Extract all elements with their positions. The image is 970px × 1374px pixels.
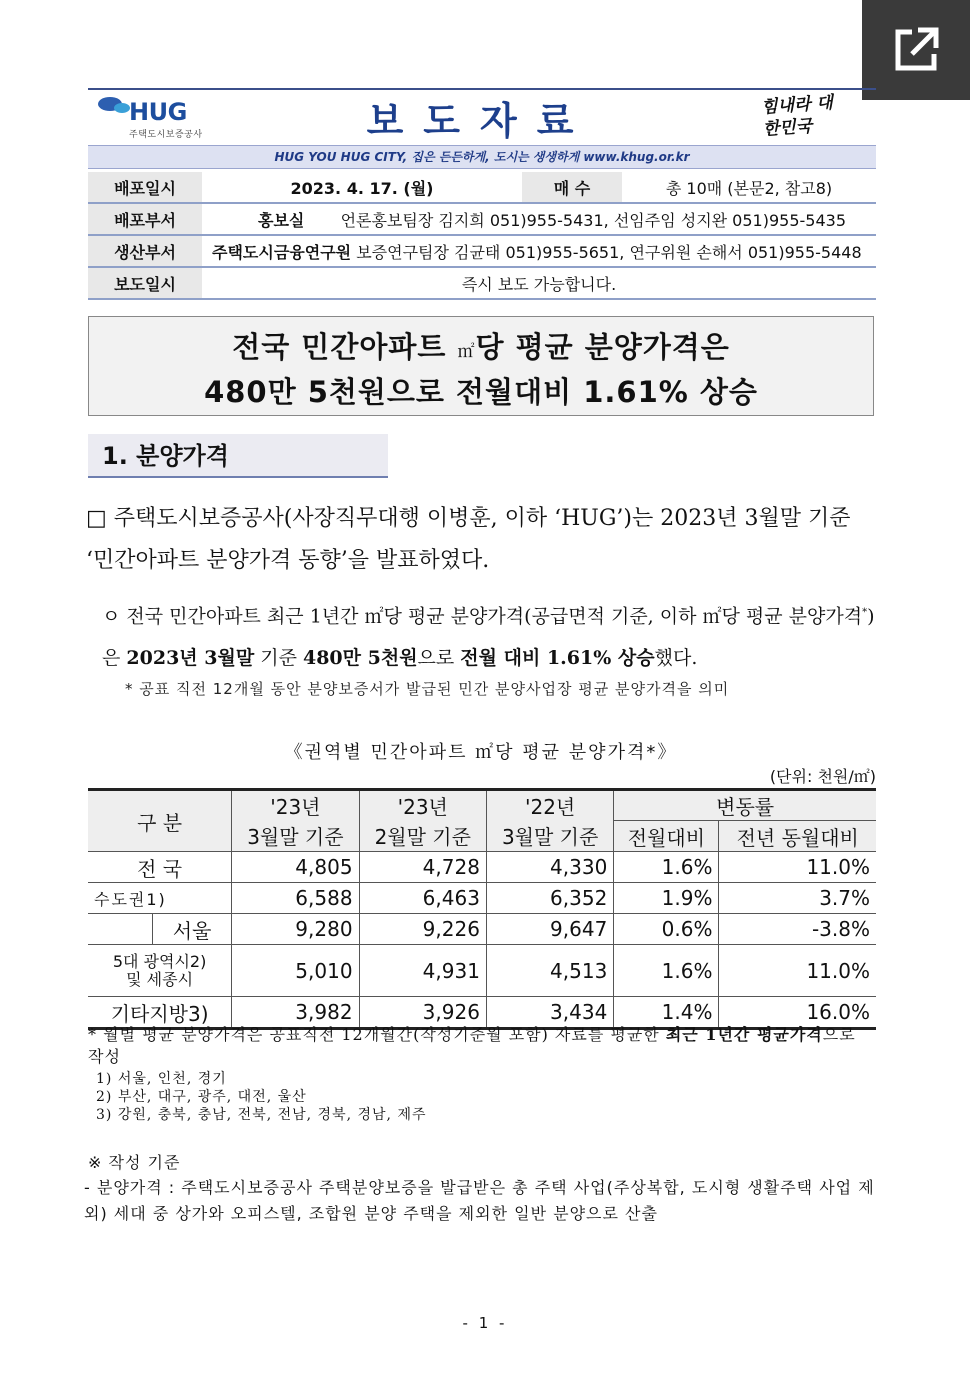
info-label: 보도일시	[88, 267, 202, 299]
table-row	[88, 852, 876, 883]
p2-bold: 전월 대비 1.61% 상승	[460, 647, 655, 670]
slogan-logo-text: 힘내라 대한민국	[760, 92, 834, 140]
cell: 9,226	[359, 914, 486, 945]
region-note: 3) 강원, 충북, 충남, 전북, 전남, 경북, 경남, 제주	[96, 1107, 427, 1123]
section-title: 1. 분양가격	[88, 434, 388, 478]
cell: 1.6%	[614, 945, 719, 997]
info-row-dept	[88, 203, 876, 235]
cell: 9,280	[232, 914, 359, 945]
cell: 3,982	[232, 997, 359, 1029]
info-label: 생산부서	[88, 235, 202, 267]
cell: 0.6%	[614, 914, 719, 945]
logo-text: HUG	[129, 98, 187, 126]
col-yoy: 전년 동월대비	[719, 821, 876, 852]
headline-box	[88, 316, 874, 416]
cell: 3,434	[486, 997, 613, 1029]
note-text: * 월별 평균 분양가격은 공표직전 12개월간(작성기준월 포함) 자료를 평균한	[88, 1025, 666, 1044]
criteria-text: - 분양가격 : 주택도시보증공사 주택분양보증을 발급받은 총 주택 사업(주상복합, 도시형 생활주택 사업 제외) 세대 중 상가와 오피스텔, 조합원 분양 주택을 제외한 일반 분양으로 산출	[84, 1178, 875, 1223]
info-label: 배포일시	[88, 172, 202, 203]
slogan-logo	[762, 94, 852, 146]
footnote: * 공표 직전 12개월 동안 분양보증서가 발급된 민간 분양사업장 평균 분양가격을 의미	[125, 680, 730, 698]
table-note	[88, 1024, 878, 1068]
page-title: 보도자료	[366, 99, 594, 143]
table-header-row	[88, 790, 876, 821]
p2-bold: 2023년 3월말	[126, 647, 255, 670]
page-number: - 1 -	[462, 1314, 508, 1332]
headline-text: 당 평균 분양가격은	[475, 330, 730, 364]
cell: 3,926	[359, 997, 486, 1029]
cell: 6,588	[232, 883, 359, 914]
row-label-line: 5대 광역시2)	[112, 951, 207, 971]
cell: -3.8%	[719, 914, 876, 945]
col-header: '23년	[232, 790, 359, 821]
cell: 9,647	[486, 914, 613, 945]
info-value	[202, 203, 876, 235]
cell: 16.0%	[719, 997, 876, 1029]
cell: 11.0%	[719, 945, 876, 997]
cell: 6,463	[359, 883, 486, 914]
headline-line-2: 480만 5천원으로 전월대비 1.61% 상승	[204, 375, 758, 409]
table-row	[88, 914, 876, 945]
headline-line-1	[89, 327, 873, 372]
p2-text: )은	[102, 605, 875, 670]
info-value: 즉시 보도 가능합니다.	[202, 267, 876, 299]
criteria-title: ※ 작성 기준	[88, 1153, 181, 1172]
cell: 4,805	[232, 852, 359, 883]
table-row	[88, 945, 876, 997]
region-note: 1) 서울, 인천, 경기	[96, 1071, 227, 1087]
col-change: 변동률	[614, 790, 876, 821]
region-note: 2) 부산, 대구, 광주, 대전, 울산	[96, 1089, 307, 1105]
open-external-button[interactable]	[862, 0, 970, 100]
cell: 4,330	[486, 852, 613, 883]
row-label-line: 및 세종시	[126, 969, 194, 989]
info-label: 배포부서	[88, 203, 202, 235]
info-value	[202, 235, 876, 267]
cell: 5,010	[232, 945, 359, 997]
row-label: 수도권1)	[88, 883, 232, 914]
col-region: 구 분	[88, 790, 232, 852]
cell: 1.4%	[614, 997, 719, 1029]
p2-text: 했다.	[654, 647, 698, 670]
p2-text: ㅇ 전국 민간아파트 최근 1년간 ㎡당 평균 분양가격(공급면적 기준, 이하 ㎡당 평균 분양가격	[102, 605, 863, 628]
table-caption: 《권역별 민간아파트 ㎡당 평균 분양가격*》	[284, 742, 678, 763]
indent-cell	[88, 914, 153, 945]
info-value: 2023. 4. 17. (월)	[202, 172, 522, 203]
info-row-report	[88, 267, 876, 299]
col-header: 3월말 기준	[232, 821, 359, 852]
note-text: 으로 작성	[88, 1025, 856, 1066]
info-label: 매 수	[522, 172, 622, 203]
distribution-info-table	[88, 172, 876, 300]
cell: 3.7%	[719, 883, 876, 914]
external-link-icon	[890, 24, 942, 76]
price-table	[88, 788, 876, 1030]
col-header: '23년	[359, 790, 486, 821]
cell: 4,513	[486, 945, 613, 997]
p2-text: 기준	[254, 647, 303, 670]
cell: 1.9%	[614, 883, 719, 914]
cell: 1.6%	[614, 852, 719, 883]
col-header: '22년	[486, 790, 613, 821]
p2-text: 으로	[417, 647, 461, 670]
slogan-bar: HUG YOU HUG CITY, 집은 든든하게, 도시는 생생하게 www.khug.or.kr	[88, 145, 876, 169]
col-header: 3월말 기준	[486, 821, 613, 852]
row-label: 기타지방3)	[88, 997, 232, 1029]
cell: 4,728	[359, 852, 486, 883]
headline-text: 전국 민간아파트	[232, 330, 458, 364]
row-label: 서울	[153, 914, 232, 945]
cell: 11.0%	[719, 852, 876, 883]
dept-name: 홍보실	[258, 210, 305, 230]
info-row-production	[88, 235, 876, 267]
row-label	[88, 945, 232, 997]
row-label: 전 국	[88, 852, 232, 883]
table-row	[88, 883, 876, 914]
dept-contact: 언론홍보팀장 김지희 051)955-5431, 선임주임 성지완 051)955-5435	[340, 210, 846, 230]
p2-bold: 480만 5천원	[302, 647, 418, 670]
col-header: 2월말 기준	[359, 821, 486, 852]
paragraph-1: □ 주택도시보증공사(사장직무대행 이병훈, 이하 ‘HUG’)는 2023년 3월말 기준 ‘민간아파트 분양가격 동향’을 발표하였다.	[86, 506, 851, 573]
info-value: 총 10매 (본문2, 참고8)	[622, 172, 876, 203]
table-unit: (단위: 천원/㎡)	[769, 767, 876, 786]
prod-name: 주택도시금융연구원	[212, 242, 352, 262]
prod-contact: 보증연구팀장 김균태 051)955-5651, 연구위원 손해서 051)955-5448	[356, 242, 862, 262]
info-row-date	[88, 172, 876, 203]
col-mom: 전월대비	[614, 821, 719, 852]
cell: 6,352	[486, 883, 613, 914]
cell: 4,931	[359, 945, 486, 997]
headline-unit: ㎡	[457, 342, 476, 362]
logo-subtitle: 주택도시보증공사	[129, 130, 203, 140]
region-notes	[96, 1070, 796, 1124]
paragraph-2: ㅇ 전국 민간아파트 최근 1년간 ㎡당 평균 분양가격(공급면적 기준, 이하 ㎡당 평균 분양가격*)은 2023년 3월말 기준 480만 5천원으로 전월 대비 1.61% 상승했다.	[102, 605, 875, 670]
note-bold: 최근 1년간 평균가격	[665, 1025, 823, 1044]
